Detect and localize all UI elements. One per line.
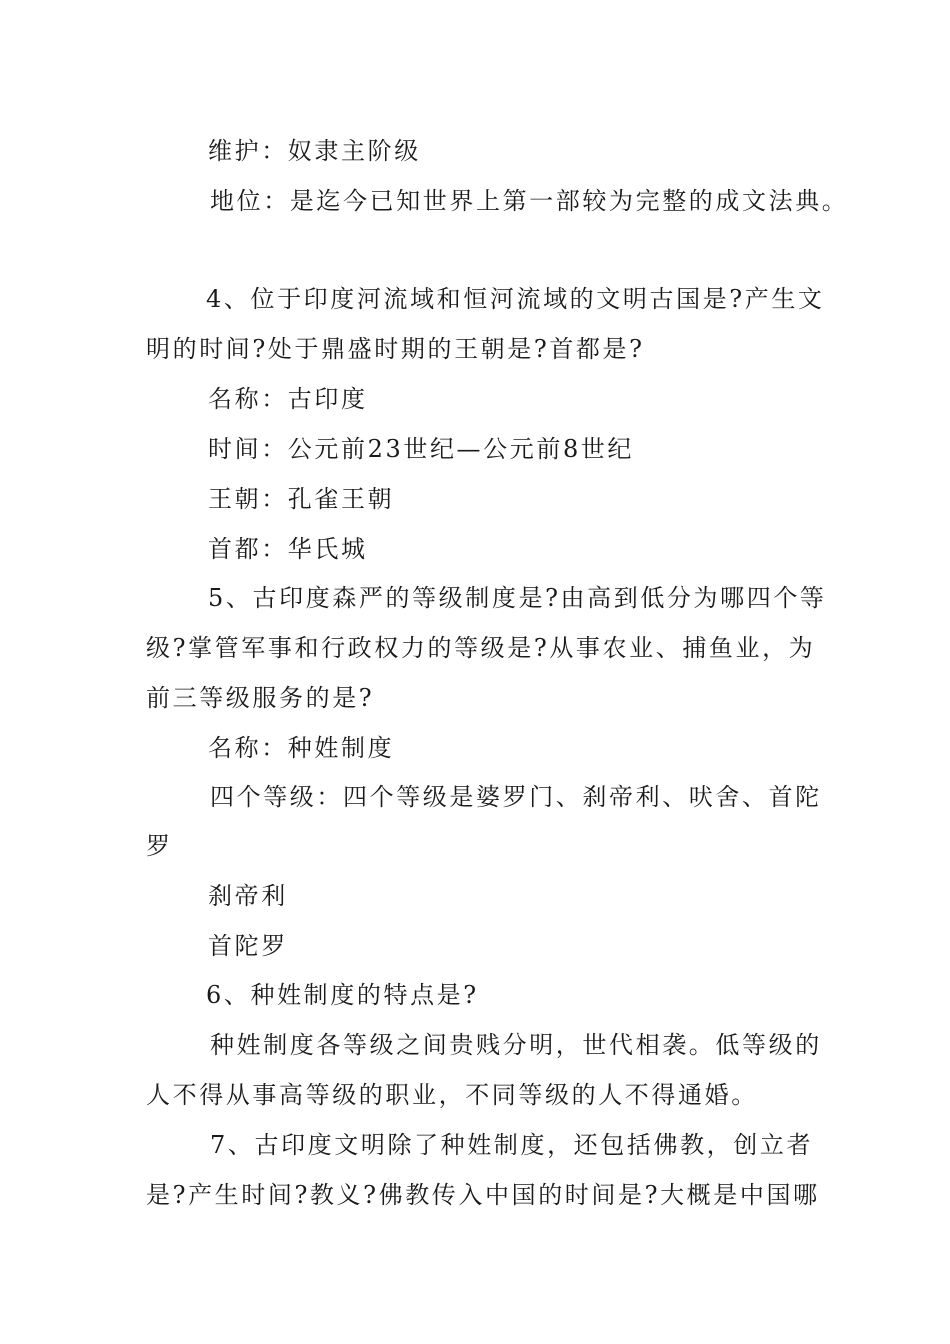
- text-line: 刹帝利: [208, 882, 288, 910]
- text-line: 四个等级：四个等级是婆罗门、刹帝利、吠舍、首陀: [210, 783, 822, 811]
- text-line: 种姓制度各等级之间贵贱分明，世代相袭。低等级的: [210, 1031, 822, 1059]
- text-line: 时间：公元前23世纪—公元前8世纪: [208, 435, 635, 463]
- text-line: 地位：是迄今已知世界上第一部较为完整的成文法典。: [210, 187, 849, 215]
- text-line: 级?掌管军事和行政权力的等级是?从事农业、捕鱼业，为: [146, 634, 816, 662]
- text-line: 前三等级服务的是?: [146, 684, 375, 712]
- question-heading: 4、位于印度河流域和恒河流域的文明古国是?产生文: [206, 285, 825, 313]
- text-line: 是?产生时间?教义?佛教传入中国的时间是?大概是中国哪: [146, 1181, 820, 1209]
- text-line: 明的时间?处于鼎盛时期的王朝是?首都是?: [146, 335, 645, 363]
- text-line: 维护：奴隶主阶级: [208, 137, 421, 165]
- text-line: 首陀罗: [208, 932, 288, 960]
- text-line: 王朝：孔雀王朝: [208, 485, 395, 513]
- text-line: 首都：华氏城: [208, 535, 368, 563]
- question-heading: 6、种姓制度的特点是?: [206, 981, 479, 1009]
- text-line: 罗: [146, 832, 173, 860]
- question-heading: 5、古印度森严的等级制度是?由高到低分为哪四个等: [208, 584, 827, 612]
- question-heading: 7、古印度文明除了种姓制度，还包括佛教，创立者: [210, 1131, 814, 1159]
- text-line: 人不得从事高等级的职业，不同等级的人不得通婚。: [146, 1081, 758, 1109]
- text-line: 名称：古印度: [208, 385, 368, 413]
- text-line: 名称：种姓制度: [208, 734, 395, 762]
